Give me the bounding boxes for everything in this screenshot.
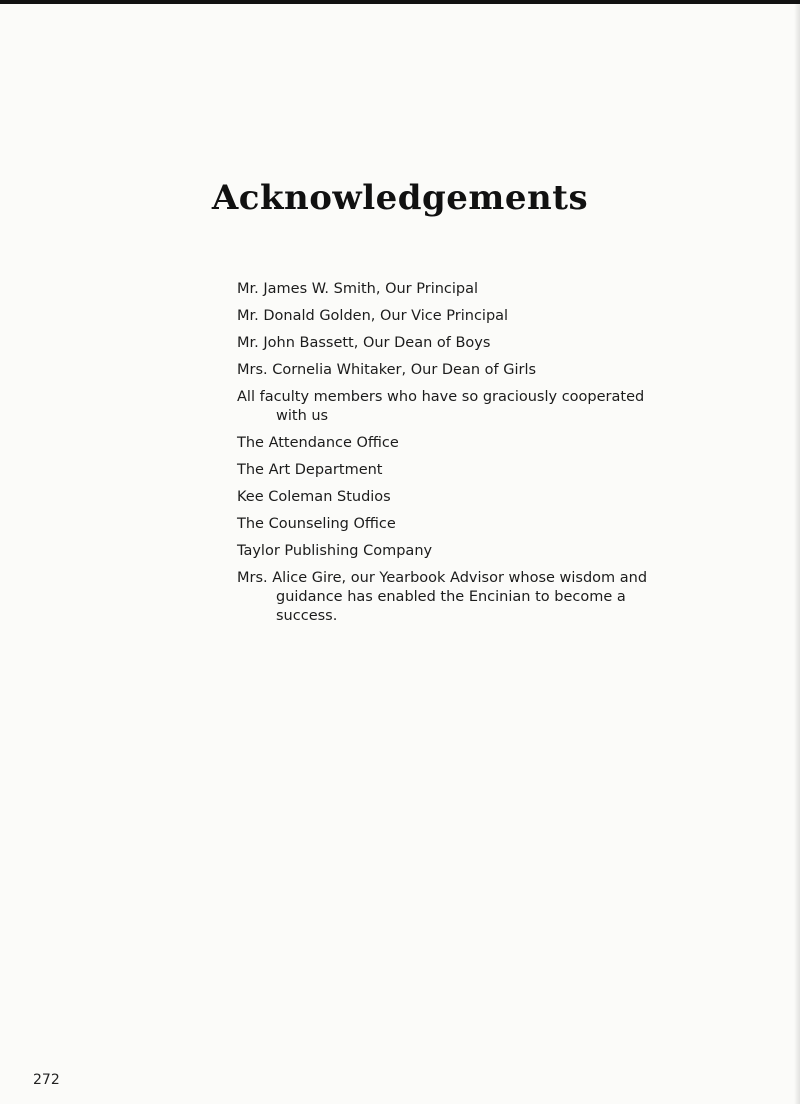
list-item xyxy=(237,388,667,426)
list-item-line: cooperated with us xyxy=(276,389,645,424)
list-item-line: whose wisdom and guidance has enabled xyxy=(276,570,648,605)
list-item xyxy=(237,334,667,353)
list-item-line: the Encinian to become a success. xyxy=(276,589,626,624)
list-item-line: Mrs. Cornelia Whitaker, Our Dean of Girls xyxy=(237,362,537,378)
page-edge-shadow xyxy=(794,0,800,1104)
list-item xyxy=(237,488,667,507)
list-item-line: The Art Department xyxy=(237,462,383,478)
list-item xyxy=(237,461,667,480)
list-item-line: Mr. John Bassett, Our Dean of Boys xyxy=(237,335,491,351)
list-item-line: Kee Coleman Studios xyxy=(237,489,391,505)
list-item xyxy=(237,434,667,453)
list-item-line: Taylor Publishing Company xyxy=(237,543,433,559)
page-title: Acknowledgements xyxy=(211,178,589,218)
list-item-line: The Counseling Office xyxy=(237,516,396,532)
list-item-line: Mr. Donald Golden, Our Vice Principal xyxy=(237,308,509,324)
acknowledgements-list xyxy=(237,280,667,634)
list-item xyxy=(237,542,667,561)
top-scan-border xyxy=(0,0,800,4)
list-item xyxy=(237,569,667,626)
list-item-line: Mrs. Alice Gire, our Yearbook Advisor xyxy=(237,570,504,586)
list-item xyxy=(237,280,667,299)
list-item-line: Mr. James W. Smith, Our Principal xyxy=(237,281,479,297)
list-item-line: The Attendance Office xyxy=(237,435,399,451)
list-item xyxy=(237,361,667,380)
list-item xyxy=(237,515,667,534)
list-item-line: All faculty members who have so graciously xyxy=(237,389,558,405)
list-item xyxy=(237,307,667,326)
page-number: 272 xyxy=(33,1072,60,1088)
